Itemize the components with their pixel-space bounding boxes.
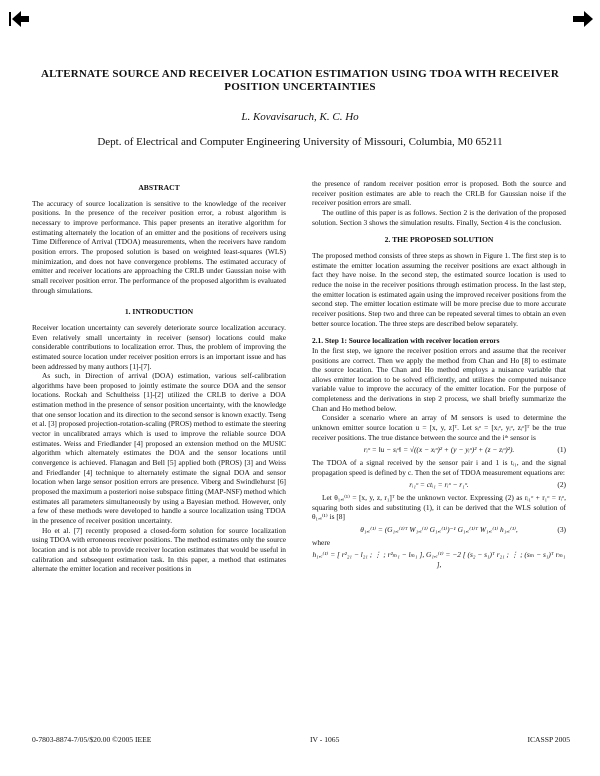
equation-text: θ₁,ₑ⁽¹⁾ = (G₁,ₑ⁽¹⁾ᵀ W₁,ₑ⁽¹⁾ G₁,ₑ⁽¹⁾)⁻¹ G₁,ₑ⁽¹⁾ᵀ W₁,ₑ⁽¹⁾ h₁,ₑ⁽¹⁾, xyxy=(360,525,518,534)
body-paragraph: In the first step, we ignore the receiver position errors and assume that the receiver positions are correct. Then we apply the method from Chan and Ho [8] to estimate the source location. The Chan and Ho method employs a nuisance variable that allows emitter location to be solved efficiently, and utilizes the computed nuisance variable value to improve the accuracy of the emitter location. For the purpose of completeness and the derivations in step 2 process, we shall briefly summarize the Chan and Ho method below. xyxy=(312,345,566,413)
body-paragraph: the presence of random receiver position error is proposed. Both the source and receiver position estimates are able to reach the CRLB for Gaussian noise if the receiver position errors are small. xyxy=(312,179,566,208)
conference-name: ICASSP 2005 xyxy=(527,735,570,744)
body-paragraph: The TDOA of a signal received by the sensor pair i and 1 is tᵢ₁, and the signal propagation speed is defined by c. Then the set of TDOA measurement equations are: xyxy=(312,458,566,477)
arrow-left-icon[interactable] xyxy=(8,8,30,30)
equation-number: (3) xyxy=(557,525,566,534)
body-paragraph: The proposed method consists of three steps as shown in Figure 1. The first step is to estimate the emitter location assuming the receiver positions are exact although in fact they have noise. In the second step, the estimated source location is used to reduce the noise in the receiver positions through estimation process. In the last step, the emitter location is estimated again using the improved receiver positions from the second step. The emitter location estimate will be more precise due to more accurate receiver positions. Step two and three can be repeated several times to obtain an even better source location. The three steps are described below separately. xyxy=(312,250,566,328)
affiliation: Dept. of Electrical and Computer Engineering University of Missouri, Columbia, M0 65211 xyxy=(97,136,503,148)
footer-copyright: 0-7803-8874-7/05/$20.00 ©2005 IEEE xyxy=(32,735,152,744)
page-number: IV - 1065 xyxy=(310,735,340,744)
intro-paragraph: Ho et al. [7] recently proposed a closed-form solution for source localization using TDOA with erroneous receiver positions. The method estimates only the source location and is not able to provide receiver location estimates that would be useful in calibration and subsequent estimation task. In this paper, a method that estimates alternate the emitter location and receiver positions in xyxy=(32,525,286,574)
arrow-right-icon[interactable] xyxy=(572,8,594,30)
left-column xyxy=(32,179,286,574)
body-paragraph: Consider a scenario where an array of M sensors is used to determine the unknown emitter source location u = [x, y, z]ᵀ. Let sᵢᵒ = [xᵢᵒ, yᵢᵒ, zᵢᵒ]ᵀ be the true receiver positions. The true distance between the source and the iᵗʰ sensor is xyxy=(312,413,566,442)
equation-text: rᵢ₁ᵒ = ctᵢ₁ = rᵢᵒ − r₁ᵒ. xyxy=(409,480,469,490)
body-paragraph: Let θ₁,ₑ⁽¹⁾ = [x, y, z, r₁]ᵀ be the unknown vector. Expressing (2) as rᵢ₁ᵒ + r₁ᵒ = rᵢᵒ, squaring both sides and substituting (1), it can be derived that the WLS solution of θ₁,ₑ⁽¹⁾ is [8] xyxy=(312,493,566,522)
equation-number: (1) xyxy=(557,445,566,455)
authors: L. Kovavisaruch, K. C. Ho xyxy=(241,111,359,123)
equation-2 xyxy=(312,480,566,490)
body-paragraph: where xyxy=(312,537,331,547)
intro-heading: 1. INTRODUCTION xyxy=(124,307,194,317)
section-heading: 2. THE PROPOSED SOLUTION xyxy=(384,235,494,245)
equation-text: rᵢᵒ = ‖u − sᵢᵒ‖ = √((x − xᵢᵒ)² + (y − yᵢᵒ)² + (z − zᵢᵒ)²). xyxy=(363,445,515,455)
body-paragraph: The outline of this paper is as follows. Section 2 is the derivation of the proposed solution. Section 3 shows the simulation results. Finally, Section 4 is the conclusion. xyxy=(312,207,566,227)
abstract-heading: ABSTRACT xyxy=(138,183,180,192)
intro-paragraph: As such, in Direction of arrival (DOA) estimation, various self-calibration algorithms have been proposed to jointly estimate the source DOA and the sensor locations. Rockah and Schultheiss [1]-[2] utilized the CRLB to derive a DOA estimation method in the presence of sensor position uncertainty, with the knowledge that one sensor location and its direction to the second sensor is known exactly. Tseng et al. [3] proposed projection-rotation-scaling (PROS) method to estimate the steering vector in uncalibrated arrays which is used to improve the reliable source DOA estimates. Weiss and Friedlander [4] proposed an extension method on the MUSIC algorithm which alternately estimates the DOA and the sensor locations until convergence is achieved. Flanagan and Bell [5] applied both (PROS) [3] and Weiss and Friedlander [4] technique to alternately estimate the signal DOA and sensor location when large sensor position errors are presence. Viberg and Swindlehurst [6] proposed the maximum a posteriori noise subspace fitting (MAP-NSF) method which estimates all parameters simultaneously by using a Bayesian method. However, only a few of these methods were developed to handle a source localization using TDOA in the presence of receiver position uncertainty. xyxy=(32,371,286,525)
equation-3 xyxy=(312,525,566,535)
right-column xyxy=(312,179,566,573)
intro-paragraph: Receiver location uncertainty can severely deteriorate source localization accuracy. Even relatively small uncertainty in receiver (sensor) locations could make considerable contributions to localization error. Thus, the problem of improving the estimated source location under receiver position errors is an important issue and has been addressed by many authors [1]-[7]. xyxy=(32,322,286,371)
subsection-heading: 2.1. Step 1: Source localization with receiver location errors xyxy=(312,336,500,346)
equation-4 xyxy=(312,550,566,569)
equation-number: (2) xyxy=(557,480,566,490)
abstract-text: The accuracy of source localization is sensitive to the knowledge of the receiver positions. In the presence of the receiver position error, a robust algorithm is necessary to improve performance. This paper presents an iterative algorithm for estimating alternately the location of an emitter and the positions of receivers using Time Difference of Arrival (TDOA) measurements, when the receivers have random position errors. The proposed solution is based on weighted least-squares (WLS) minimization, and does not have convergence problems. The estimated accuracy of emitter and receiver locations are approaching the CRLB under Gaussian noise with small receiver position error. The performance of the proposed algorithm is evaluated through simulations. xyxy=(32,198,286,295)
equation-1 xyxy=(312,445,566,455)
equation-text: h₁,ₑ⁽¹⁾ = [ r²₂₁ − l₂₁ ; ⋮ ; r²ₘ₁ − lₘ₁ ], G₁,ₑ⁽¹⁾ = −2 [ (s₂ − s₁)ᵀ r₂₁ ; ⋮ ; (sₘ − s₁)ᵀ rₘ₁ ], xyxy=(312,550,566,569)
paper-title: ALTERNATE SOURCE AND RECEIVER LOCATION ESTIMATION USING TDOA WITH RECEIVER POSITION UNCERTAINTIES xyxy=(41,68,559,93)
